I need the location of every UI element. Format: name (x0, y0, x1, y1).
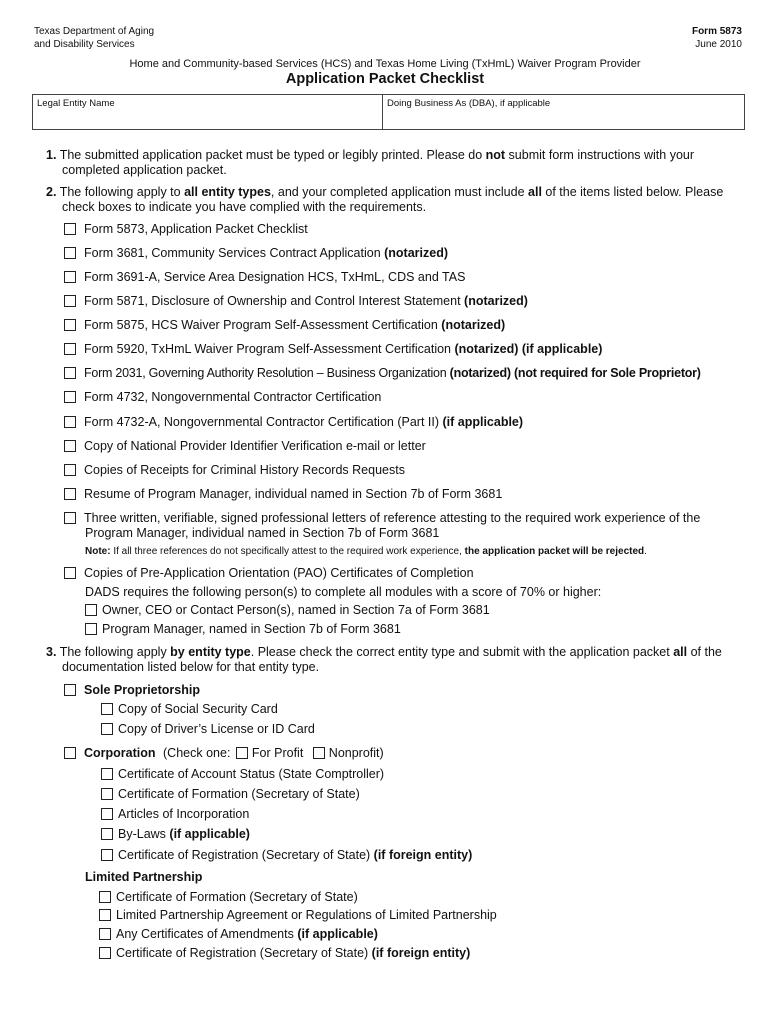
section-1 (46, 148, 746, 177)
sole-item-text: Copy of Driver’s License or ID Card (118, 722, 315, 736)
checkbox[interactable] (64, 367, 76, 379)
checklist-item (64, 318, 505, 333)
checkbox[interactable] (99, 947, 111, 959)
item-text: Articles of Incorporation (118, 807, 250, 821)
section-2 (46, 185, 746, 214)
form-subtitle: Home and Community-based Services (HCS) and Texas Home Living (TxHmL) Waiver Program Provider (129, 58, 641, 70)
checkbox[interactable] (64, 488, 76, 500)
corporation-label: Corporation (84, 746, 156, 760)
dba-label: Doing Business As (DBA), if applicable (387, 98, 551, 109)
checkbox[interactable] (64, 416, 76, 428)
checkbox[interactable] (64, 343, 76, 355)
checkbox[interactable] (64, 391, 76, 403)
section-3-number: 3. (46, 645, 57, 659)
entity-type-sole (64, 683, 200, 698)
section-2-text-c: of the items listed below. Please (541, 185, 724, 199)
checkbox[interactable] (64, 247, 76, 259)
section-2-bold-1: all entity types (184, 185, 271, 199)
checklist-item (64, 463, 405, 478)
section-2-line-2: check boxes to indicate you have complied with the requirements. (62, 199, 427, 214)
section-3-text-c: of the (687, 645, 722, 659)
item-text: Any Certificates of Amendments (116, 927, 298, 941)
checkbox[interactable] (64, 684, 76, 696)
lp-item (99, 946, 470, 961)
section-1-text-a: The submitted application packet must be typed or legibly printed. Please do (59, 148, 486, 162)
section-2-text-a: The following apply to (59, 185, 185, 199)
checklist-item (64, 415, 523, 430)
item-bold: (if applicable) (169, 827, 250, 841)
item-bold: (if foreign entity) (371, 946, 471, 960)
references-line-1: Three written, verifiable, signed professional letters of reference attesting to the required work experience of the (84, 511, 701, 525)
pao-sub-item (85, 622, 401, 637)
section-3-text-a: The following apply (59, 645, 171, 659)
corporation-item (101, 767, 384, 782)
checkbox[interactable] (85, 604, 97, 616)
checkbox[interactable] (64, 440, 76, 452)
corporation-item (101, 787, 360, 802)
checkbox[interactable] (99, 891, 111, 903)
checkbox[interactable] (101, 768, 113, 780)
for-profit-checkbox[interactable] (236, 747, 248, 759)
section-3 (46, 645, 746, 674)
agency-name (34, 25, 154, 51)
section-1-text-b: submit form instructions with your (505, 148, 695, 162)
checklist-item (64, 487, 502, 502)
checkbox[interactable] (64, 295, 76, 307)
nonprofit-checkbox[interactable] (313, 747, 325, 759)
item-text: Copies of Receipts for Criminal History Records Requests (84, 463, 405, 477)
section-3-line-2: documentation listed below for that entity type. (62, 659, 320, 674)
item-text: Form 5920, TxHmL Waiver Program Self-Assessment Certification (84, 342, 455, 356)
legal-entity-name-label: Legal Entity Name (37, 98, 115, 109)
checkbox[interactable] (64, 464, 76, 476)
checkbox[interactable] (64, 747, 76, 759)
checkbox[interactable] (101, 808, 113, 820)
note-label: Note: (85, 546, 111, 557)
sole-label: Sole Proprietorship (84, 683, 200, 697)
item-text: Certificate of Registration (Secretary of State) (116, 946, 372, 960)
checklist-item (64, 439, 426, 454)
checkbox[interactable] (64, 319, 76, 331)
item-text: Form 4732-A, Nongovernmental Contractor Certification (Part II) (84, 415, 443, 429)
checklist-item (64, 366, 701, 381)
checkbox[interactable] (64, 223, 76, 235)
item-text: Certificate of Registration (Secretary of State) (118, 848, 374, 862)
form-date: June 2010 (695, 39, 742, 50)
item-bold: (notarized) (441, 318, 506, 332)
note-bold: the application packet will be rejected (464, 546, 645, 557)
pao-line-1: Copies of Pre-Application Orientation (PAO) Certificates of Completion (84, 566, 474, 580)
checklist-item (64, 390, 381, 405)
checklist-item (64, 222, 308, 237)
item-text: Form 3691-A, Service Area Designation HCS, TxHmL, CDS and TAS (84, 270, 466, 284)
pao-sub-1: Owner, CEO or Contact Person(s), named in Section 7a of Form 3681 (102, 603, 490, 617)
entity-type-corporation (64, 746, 384, 761)
corporation-item (101, 807, 249, 822)
checklist-item-pao (64, 566, 474, 581)
check-one-label: (Check one: (163, 746, 231, 760)
pao-sub-item (85, 603, 490, 618)
lp-item (99, 927, 378, 942)
item-bold: (notarized) (not required for Sole Proprietor) (449, 366, 701, 380)
sole-item (101, 702, 278, 717)
checkbox[interactable] (99, 909, 111, 921)
item-bold: (if foreign entity) (373, 848, 473, 862)
item-text: Form 2031, Governing Authority Resolution – Business Organization (84, 366, 450, 380)
item-text: Limited Partnership Agreement or Regulations of Limited Partnership (116, 908, 497, 922)
corporation-item (101, 848, 472, 863)
item-text: Form 5871, Disclosure of Ownership and Control Interest Statement (84, 294, 465, 308)
item-text: Form 4732, Nongovernmental Contractor Certification (84, 390, 382, 404)
checklist-item (64, 342, 602, 357)
checkbox[interactable] (64, 271, 76, 283)
note-end: . (644, 546, 647, 557)
form-number: Form 5873 (691, 26, 742, 37)
lp-label: Limited Partnership (85, 870, 203, 884)
nonprofit-label: Nonprofit) (328, 746, 384, 760)
item-bold: (notarized) (464, 294, 528, 308)
section-3-text-b: . Please check the correct entity type and submit with the application packet (250, 645, 674, 659)
item-text: Certificate of Formation (Secretary of State) (116, 890, 358, 904)
agency-line-1: Texas Department of Aging (34, 26, 155, 37)
checkbox[interactable] (85, 623, 97, 635)
corporation-item (101, 827, 250, 842)
entity-info-box (32, 94, 745, 130)
item-bold: (if applicable) (442, 415, 524, 429)
sole-item-text: Copy of Social Security Card (118, 702, 278, 716)
item-bold: (if applicable) (297, 927, 378, 941)
form-id (692, 25, 742, 51)
checkbox[interactable] (101, 828, 113, 840)
checklist-item-references (64, 511, 700, 526)
item-text: Form 5873, Application Packet Checklist (84, 222, 308, 236)
for-profit-label: For Profit (251, 746, 304, 760)
legal-entity-name-field[interactable] (33, 95, 383, 129)
section-3-bold-1: by entity type (170, 645, 251, 659)
dba-field[interactable] (383, 95, 744, 129)
page-title: Application Packet Checklist (285, 71, 485, 87)
item-text: Form 5875, HCS Waiver Program Self-Assessment Certification (84, 318, 442, 332)
references-note (85, 545, 647, 558)
lp-item (99, 908, 497, 923)
section-1-line-2: completed application packet. (62, 162, 227, 177)
checklist-item (64, 294, 528, 309)
checkbox[interactable] (101, 849, 113, 861)
checkbox[interactable] (101, 703, 113, 715)
checkbox[interactable] (64, 567, 76, 579)
item-bold: (notarized) (384, 246, 449, 260)
section-1-number: 1. (46, 148, 57, 162)
section-2-number: 2. (46, 185, 57, 199)
checkbox[interactable] (64, 512, 76, 524)
limited-partnership-label (85, 870, 202, 885)
item-text: Resume of Program Manager, individual named in Section 7b of Form 3681 (84, 487, 503, 501)
section-1-bold: not (485, 148, 506, 162)
item-text: Copy of National Provider Identifier Verification e-mail or letter (84, 439, 426, 453)
checkbox[interactable] (99, 928, 111, 940)
checklist-item (64, 270, 465, 285)
sole-item (101, 722, 315, 737)
checkbox[interactable] (101, 788, 113, 800)
item-text: Form 3681, Community Services Contract Application (84, 246, 385, 260)
references-line-2: Program Manager, individual named in Section 7b of Form 3681 (85, 526, 440, 540)
note-text: If all three references do not specifically attest to the required work experience, (110, 546, 465, 557)
section-3-bold-2: all (673, 645, 688, 659)
checkbox[interactable] (101, 723, 113, 735)
pao-sub-2: Program Manager, named in Section 7b of Form 3681 (102, 622, 401, 636)
item-text: By-Laws (118, 827, 170, 841)
section-2-bold-2: all (528, 185, 542, 199)
lp-item (99, 890, 358, 905)
pao-line-2: DADS requires the following person(s) to complete all modules with a score of 70% or higher: (85, 585, 602, 599)
checklist-item (64, 246, 448, 261)
item-bold: (notarized) (if applicable) (454, 342, 603, 356)
agency-line-2: and Disability Services (34, 39, 135, 50)
item-text: Certificate of Formation (Secretary of State) (118, 787, 360, 801)
item-text: Certificate of Account Status (State Comptroller) (118, 767, 385, 781)
section-2-text-b: , and your completed application must include (270, 185, 529, 199)
